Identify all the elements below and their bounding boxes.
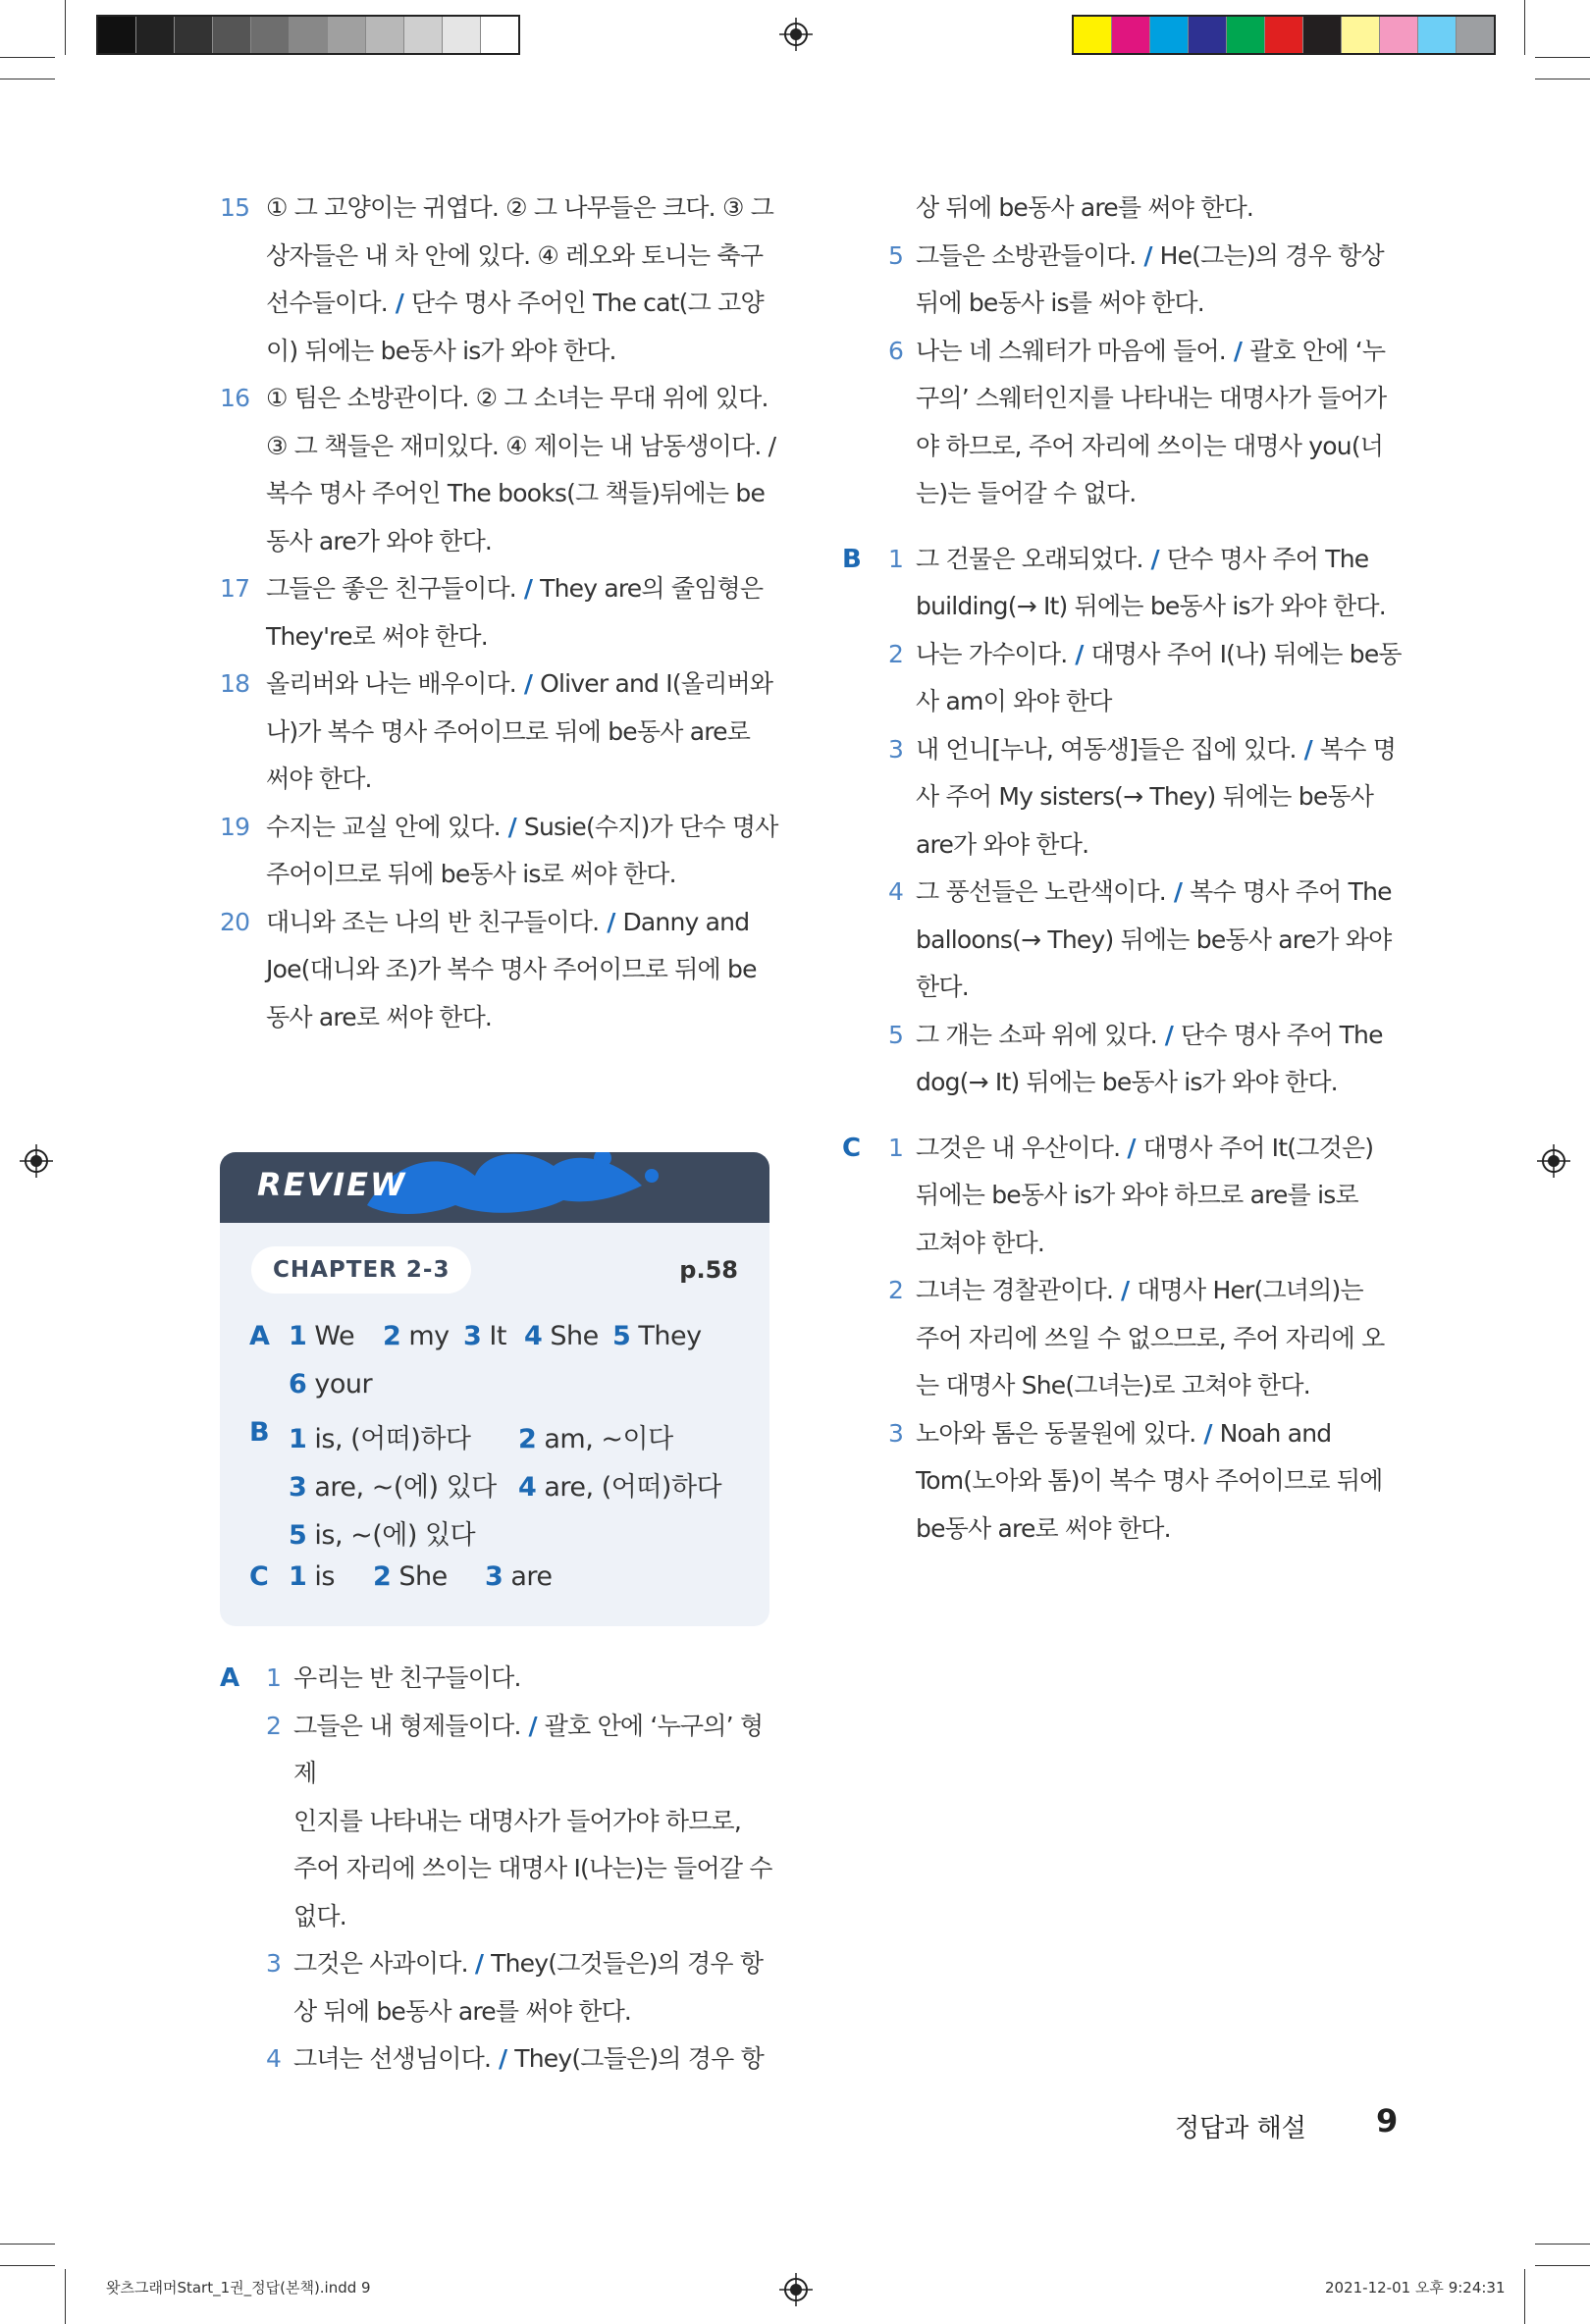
- review-answer-text: They: [630, 1321, 702, 1351]
- answer-line: [916, 1267, 1402, 1315]
- answer-line: 뒤에 be동사 is를 써야 한다.: [916, 289, 1204, 317]
- crop-mark: [0, 57, 55, 58]
- review-answer-text: am, ~이다: [536, 1424, 673, 1454]
- answer-line: 인지를 나타내는 대명사가 들어가야 하므로,: [293, 1806, 742, 1835]
- answer-line: dog(→ It) 뒤에는 be동사 is가 와야 한다.: [916, 1068, 1338, 1096]
- color-swatch: [481, 17, 518, 53]
- item-number: 2: [888, 639, 904, 668]
- section-letter: B: [842, 544, 862, 574]
- answer-text: 그녀는 경찰관이다.: [916, 1276, 1114, 1304]
- answer-text: Oliver and I(올리버와: [540, 669, 773, 698]
- answer-text: 그들은 내 형제들이다.: [293, 1711, 521, 1740]
- slash-separator: /: [1195, 1418, 1220, 1448]
- answer-text: 그들은 좋은 친구들이다.: [266, 574, 516, 603]
- review-answer: [289, 1369, 372, 1400]
- answer-line: Tom(노아와 톰)이 복수 명사 주어이므로 뒤에: [916, 1466, 1383, 1495]
- item-number: 3: [888, 1418, 904, 1448]
- color-swatch: [1457, 17, 1494, 53]
- answer-item: [220, 565, 779, 660]
- review-answer-text: my: [400, 1321, 450, 1351]
- slash-separator: /: [474, 1949, 492, 1978]
- item-number: 6: [888, 336, 904, 365]
- answer-item: [220, 375, 779, 565]
- color-swatch: [290, 17, 328, 53]
- color-swatch: [1150, 17, 1189, 53]
- review-answer: [289, 1513, 475, 1552]
- crop-mark: [65, 0, 66, 55]
- review-answer-text: are: [503, 1561, 553, 1592]
- color-swatch: [1227, 17, 1265, 53]
- section-letter: C: [842, 1133, 861, 1163]
- right-answer-column: [842, 185, 1402, 1553]
- item-number: 3: [266, 1949, 282, 1978]
- color-swatch: [1303, 17, 1342, 53]
- answer-line: [916, 726, 1402, 774]
- page-number: 9: [1376, 2102, 1399, 2139]
- answer-item: [220, 1940, 779, 2035]
- answer-text: 복수 명사 주어 The: [1190, 877, 1392, 906]
- left-answer-column: [220, 185, 779, 1041]
- answer-item: [842, 1125, 1402, 1268]
- color-swatch: [443, 17, 481, 53]
- review-answer-number: 5: [289, 1520, 307, 1551]
- color-swatch: [1380, 17, 1418, 53]
- review-answer-number: 6: [289, 1369, 307, 1400]
- answer-text: They(그것들은)의 경우 항: [491, 1949, 764, 1978]
- answer-line: [916, 1125, 1402, 1173]
- review-answer-text: is: [306, 1561, 335, 1592]
- date-slug: 2021-12-01 오후 9:24:31: [1325, 2279, 1506, 2297]
- section-title: 정답과 해설: [1175, 2114, 1306, 2143]
- answer-text: 대명사 주어 It(그것은): [1142, 1133, 1374, 1162]
- item-number: 3: [888, 734, 904, 764]
- item-number: 15: [220, 193, 250, 222]
- answer-line: 뒤에는 be동사 is가 와야 하므로 are를 is로: [916, 1181, 1358, 1209]
- item-number: 1: [888, 1133, 904, 1162]
- answer-line: [293, 1703, 779, 1798]
- answer-text: They are의 줄임형은: [540, 574, 764, 603]
- slash-separator: /: [1136, 240, 1160, 270]
- answer-line: Joe(대니와 조)가 복수 명사 주어이므로 뒤에 be: [266, 955, 757, 983]
- item-number: 1: [888, 544, 904, 573]
- answer-line: [916, 869, 1402, 917]
- review-answer-number: 2: [383, 1321, 401, 1351]
- color-swatch: [251, 17, 290, 53]
- color-swatch: [1418, 17, 1457, 53]
- review-answer-text: is, ~(에) 있다: [306, 1520, 476, 1551]
- item-number: 5: [888, 240, 904, 270]
- review-answer: [518, 1465, 721, 1504]
- answer-item: [842, 1012, 1402, 1107]
- color-swatch: [1342, 17, 1380, 53]
- answer-line: [266, 804, 779, 852]
- answer-text: Noah and: [1219, 1418, 1332, 1448]
- answer-line: [266, 899, 779, 947]
- answer-item: [842, 726, 1402, 870]
- answer-line: 상자들은 내 차 안에 있다. ④ 레오와 토니는 축구: [266, 240, 764, 270]
- color-swatch: [1112, 17, 1150, 53]
- review-answer-text: She: [542, 1321, 599, 1351]
- review-answer: [612, 1321, 702, 1351]
- file-slug: 왓츠그래머Start_1권_정답(본책).indd 9: [106, 2279, 371, 2297]
- review-answer: [289, 1465, 497, 1504]
- slash-separator: /: [1113, 1276, 1138, 1304]
- answer-text: 내 언니[누나, 여동생]들은 집에 있다.: [916, 734, 1297, 764]
- answer-text: 그것은 사과이다.: [293, 1949, 475, 1978]
- answer-text: Susie(수지)가 단수 명사: [523, 812, 778, 841]
- answer-text: 대명사 Her(그녀의)는: [1137, 1276, 1363, 1304]
- review-answer-number: 4: [518, 1472, 537, 1503]
- slash-separator: /: [500, 812, 524, 841]
- answer-item: [220, 1703, 779, 1941]
- answer-line: ③ 그 책들은 재미있다. ④ 제이는 내 남동생이다. /: [266, 431, 776, 460]
- answer-line: 주어이므로 뒤에 be동사 is로 써야 한다.: [266, 860, 676, 888]
- chapter-label: CHAPTER 2-3: [251, 1246, 471, 1294]
- answer-text: 그들은 소방관들이다.: [916, 240, 1137, 270]
- review-answer: [485, 1561, 553, 1592]
- crop-mark: [1524, 2269, 1525, 2324]
- answer-line: 구의’ 스웨터인지를 나타내는 대명사가 들어가: [916, 384, 1387, 412]
- registration-mark-icon: [20, 1144, 53, 1178]
- review-section-letter: B: [249, 1417, 270, 1448]
- color-swatch: [328, 17, 366, 53]
- answer-line: [266, 565, 779, 613]
- crop-mark: [1535, 2244, 1590, 2245]
- item-number: 20: [220, 907, 250, 936]
- answer-line: 없다.: [293, 1901, 346, 1930]
- answer-text: 나는 네 스웨터가 마음에 들어.: [916, 336, 1226, 365]
- answer-line: ① 그 고양이는 귀엽다. ② 그 나무들은 크다. ③ 그: [266, 193, 774, 222]
- review-answer: [373, 1561, 448, 1592]
- answer-text: 괄호 안에 ‘누구의’ 형제: [293, 1711, 764, 1787]
- answer-line: 나)가 복수 명사 주어이므로 뒤에 be동사 are로: [266, 716, 751, 746]
- review-answer: [518, 1417, 673, 1455]
- answer-text: 대명사 주어 I(나) 뒤에는 be동: [1090, 639, 1402, 668]
- review-header: [220, 1152, 769, 1223]
- answer-line: [293, 2035, 779, 2084]
- answer-line: 써야 한다.: [266, 765, 372, 793]
- answer-item: [220, 660, 779, 804]
- answer-text: 그 개는 소파 위에 있다.: [916, 1020, 1157, 1049]
- review-answer-number: 2: [373, 1561, 392, 1592]
- color-swatch: [98, 17, 136, 53]
- review-answer-text: We: [306, 1321, 355, 1351]
- slash-separator: /: [1296, 734, 1320, 764]
- answer-line: 동사 are가 와야 한다.: [266, 526, 493, 555]
- answer-line: 주어 자리에 쓰이는 대명사 I(나는)는 들어갈 수: [293, 1854, 772, 1882]
- slash-separator: /: [599, 907, 623, 936]
- item-number: 16: [220, 384, 250, 412]
- answer-line: 는)는 들어갈 수 없다.: [916, 479, 1137, 507]
- answer-line: ① 팀은 소방관이다. ② 그 소녀는 무대 위에 있다.: [266, 384, 768, 412]
- review-answer-text: is, (어떠)하다: [306, 1424, 471, 1454]
- crop-mark: [0, 2265, 55, 2266]
- review-section-letter: C: [249, 1561, 269, 1592]
- answer-item: [220, 1655, 779, 1703]
- review-answer-text: It: [481, 1321, 506, 1351]
- review-answer: [289, 1321, 354, 1351]
- item-number: 19: [220, 812, 250, 841]
- answer-line: 상 뒤에 be동사 are를 써야 한다.: [293, 1996, 632, 2026]
- review-answer-text: your: [306, 1369, 373, 1400]
- answer-item: [842, 631, 1402, 726]
- review-answer-number: 1: [289, 1424, 307, 1454]
- slash-separator: /: [520, 1711, 545, 1740]
- answer-text: 나는 가수이다.: [916, 639, 1068, 668]
- review-answer: [383, 1321, 450, 1351]
- answer-line: [916, 631, 1402, 679]
- answer-line: 사 주어 My sisters(→ They) 뒤에는 be동사: [916, 782, 1374, 811]
- answer-item: [842, 233, 1402, 328]
- answer-text: 수지는 교실 안에 있다.: [266, 812, 501, 841]
- slash-separator: /: [1165, 877, 1191, 906]
- review-answer: [289, 1561, 335, 1592]
- color-swatch: [213, 17, 251, 53]
- color-swatch: [136, 17, 175, 53]
- color-swatch: [366, 17, 404, 53]
- review-answer-number: 1: [289, 1321, 307, 1351]
- answer-text: They(그들은)의 경우 항: [514, 2044, 764, 2073]
- answer-item: [220, 2035, 779, 2084]
- color-swatch: [1074, 17, 1112, 53]
- answer-line: 주어 자리에 쓰일 수 없으므로, 주어 자리에 오: [916, 1323, 1385, 1352]
- answer-item: [220, 185, 779, 375]
- review-answer-number: 3: [463, 1321, 482, 1351]
- grayscale-color-bar: [96, 15, 520, 55]
- slash-separator: /: [1142, 544, 1167, 573]
- answer-item: [842, 328, 1402, 518]
- review-answer-number: 1: [289, 1561, 307, 1592]
- crop-mark: [1535, 57, 1590, 58]
- review-answer-number: 5: [612, 1321, 631, 1351]
- crop-mark: [1535, 2265, 1590, 2266]
- answer-text: 괄호 안에 ‘누: [1249, 336, 1386, 365]
- slash-separator: /: [1127, 1133, 1143, 1162]
- answer-text: 단수 명사 주어 The: [1166, 544, 1369, 573]
- answer-line: 는 대명사 She(그녀는)로 고쳐야 한다.: [916, 1371, 1310, 1400]
- answer-item: [842, 536, 1402, 631]
- answer-line: 고쳐야 한다.: [916, 1228, 1045, 1257]
- process-color-bar: [1072, 15, 1496, 55]
- answer-line: [916, 328, 1402, 376]
- slash-separator: /: [1156, 1020, 1182, 1049]
- answer-text: Danny and: [622, 907, 750, 936]
- answer-item: [220, 804, 779, 899]
- answer-line: 우리는 반 친구들이다.: [293, 1664, 521, 1692]
- answer-line: [293, 1940, 779, 1988]
- answer-item-continued: [842, 185, 1402, 233]
- answer-text: 선수들이다.: [266, 289, 388, 317]
- review-answer-number: 3: [485, 1561, 504, 1592]
- answer-line: balloons(→ They) 뒤에는 be동사 are가 와야: [916, 924, 1392, 954]
- slash-separator: /: [387, 289, 412, 317]
- answer-line: be동사 are로 써야 한다.: [916, 1513, 1171, 1543]
- review-title: REVIEW: [257, 1166, 407, 1203]
- item-number: 17: [220, 574, 250, 603]
- answer-text: 올리버와 나는 배우이다.: [266, 669, 516, 698]
- item-number: 18: [220, 669, 250, 698]
- answer-line: 야 하므로, 주어 자리에 쓰이는 대명사 you(너: [916, 431, 1384, 460]
- answer-line: 동사 are로 써야 한다.: [266, 1002, 493, 1031]
- review-box: [220, 1152, 769, 1626]
- registration-mark-icon: [779, 18, 813, 51]
- review-answer-number: 4: [524, 1321, 543, 1351]
- slash-separator: /: [1225, 336, 1250, 365]
- answer-line: They're로 써야 한다.: [266, 621, 488, 651]
- answer-line: [916, 536, 1402, 584]
- crop-mark: [0, 2244, 55, 2245]
- crop-mark: [1524, 0, 1525, 55]
- review-answer-number: 2: [518, 1424, 537, 1454]
- review-answer: [463, 1321, 506, 1351]
- left-section-a: [220, 1655, 779, 2084]
- color-swatch: [175, 17, 213, 53]
- answer-line: [266, 660, 779, 709]
- color-swatch: [404, 17, 443, 53]
- review-answer-text: She: [391, 1561, 448, 1592]
- section-gap: [842, 518, 1402, 536]
- answer-text: 단수 명사 주어인 The cat(그 고양: [411, 289, 764, 317]
- color-swatch: [1265, 17, 1303, 53]
- answer-line: 복수 명사 주어인 The books(그 책들)뒤에는 be: [266, 479, 766, 507]
- review-answer: [524, 1321, 599, 1351]
- answer-text: 그 건물은 오래되었다.: [916, 544, 1143, 573]
- answer-line: building(→ It) 뒤에는 be동사 is가 와야 한다.: [916, 592, 1386, 620]
- answer-line: [266, 280, 779, 328]
- answer-item: [842, 1410, 1402, 1554]
- answer-text: He(그는)의 경우 항상: [1159, 240, 1384, 270]
- answer-item: [220, 899, 779, 1042]
- slash-separator: /: [1067, 639, 1091, 668]
- registration-mark-icon: [1537, 1144, 1570, 1178]
- registration-mark-icon: [779, 2273, 813, 2306]
- slash-separator: /: [515, 669, 541, 698]
- answer-text: 그 풍선들은 노란색이다.: [916, 877, 1166, 906]
- answer-text: 노아와 톰은 동물원에 있다.: [916, 1418, 1196, 1448]
- review-answer-number: 3: [289, 1472, 307, 1503]
- answer-text: 그것은 내 우산이다.: [916, 1133, 1128, 1162]
- answer-text: 단수 명사 주어 The: [1181, 1020, 1383, 1049]
- review-answer-text: are, (어떠)하다: [536, 1472, 722, 1503]
- answer-item: [842, 869, 1402, 1012]
- answer-line: 상 뒤에 be동사 are를 써야 한다.: [916, 193, 1254, 222]
- slash-separator: /: [491, 2044, 515, 2073]
- answer-line: are가 와야 한다.: [916, 829, 1089, 859]
- item-number: 4: [266, 2044, 282, 2073]
- answer-line: [916, 233, 1402, 281]
- item-number: 5: [888, 1020, 904, 1049]
- item-number: 2: [266, 1711, 282, 1740]
- page-reference: p.58: [679, 1256, 738, 1284]
- review-answer: [289, 1417, 471, 1455]
- answer-item: [842, 1267, 1402, 1410]
- answer-line: [916, 1410, 1402, 1458]
- color-swatch: [1189, 17, 1227, 53]
- slash-separator: /: [515, 574, 541, 603]
- item-number: 2: [888, 1276, 904, 1304]
- item-number: 1: [266, 1664, 282, 1692]
- section-gap: [842, 1107, 1402, 1125]
- review-answer-text: are, ~(에) 있다: [306, 1472, 497, 1503]
- answer-line: 사 am이 와야 한다: [916, 687, 1112, 715]
- review-section-letter: A: [249, 1321, 270, 1351]
- answer-line: 이) 뒤에는 be동사 is가 와야 한다.: [266, 336, 616, 365]
- item-number: 4: [888, 877, 904, 906]
- answer-text: 대니와 조는 나의 반 친구들이다.: [266, 907, 600, 936]
- crop-mark: [65, 2269, 66, 2324]
- answer-line: [916, 1012, 1402, 1060]
- answer-line: 한다.: [916, 973, 969, 1001]
- answer-text: 그녀는 선생님이다.: [293, 2044, 492, 2073]
- answer-text: 복수 명: [1319, 734, 1397, 764]
- section-letter: A: [220, 1664, 239, 1693]
